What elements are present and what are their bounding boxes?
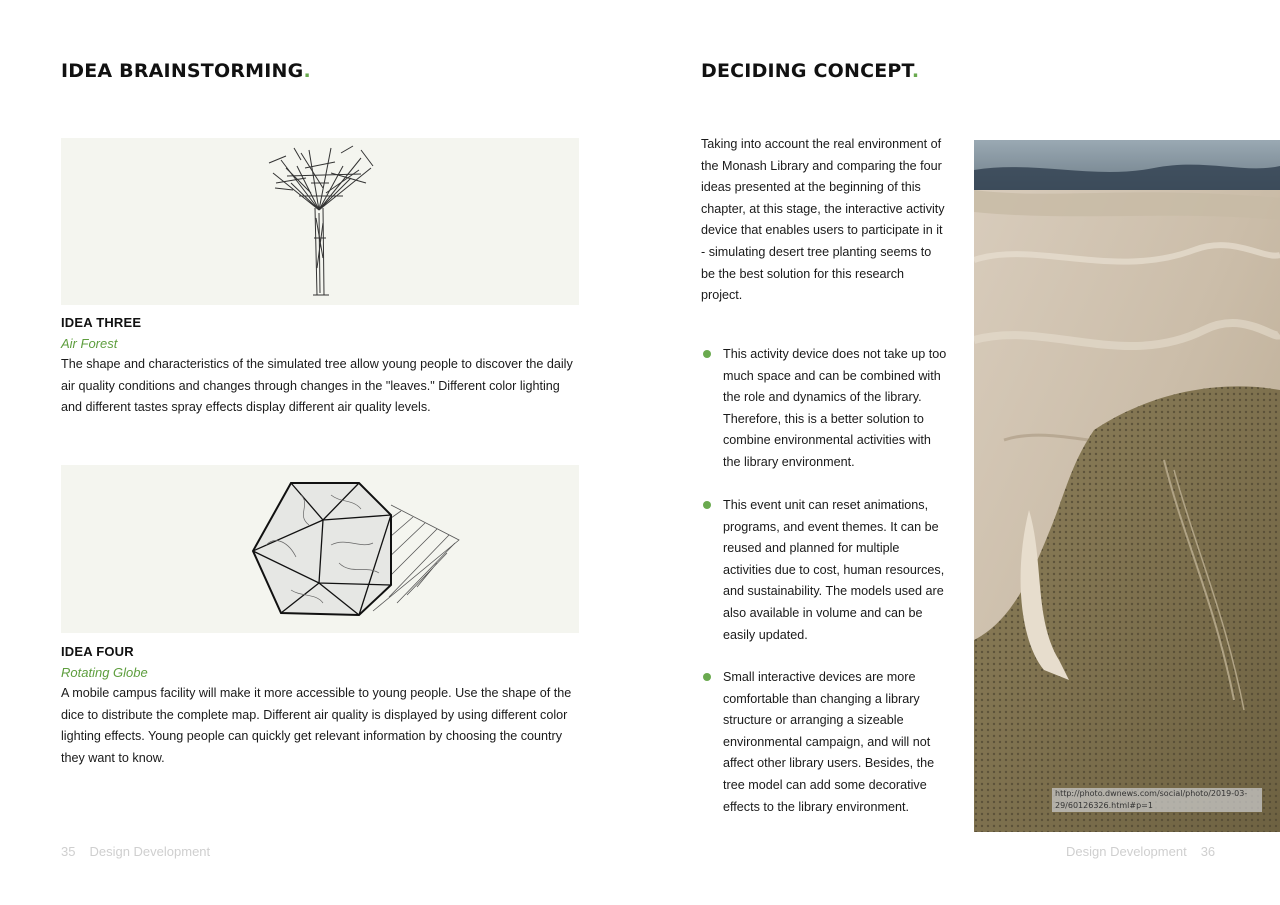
bullet-dot bbox=[703, 350, 711, 358]
desert-planting-photo bbox=[974, 140, 1280, 832]
left-page-number: 35 bbox=[61, 844, 76, 859]
tree-sketch-illustration bbox=[61, 138, 579, 305]
idea-four-description: A mobile campus facility will make it more accessible to young people. Use the shape of the dice to distribute the complete map. Different air quality is displayed by using different color lighting effects. Young people can quickly get relevant information by choosing the country they want to know. bbox=[61, 686, 572, 765]
bullet-dot bbox=[703, 501, 711, 509]
right-page-heading: DECIDING CONCEPT. bbox=[701, 60, 920, 82]
globe-sketch-panel bbox=[61, 465, 579, 633]
idea-three-title: IDEA THREE bbox=[61, 315, 142, 330]
left-page-heading: IDEA BRAINSTORMING. bbox=[61, 60, 311, 82]
idea-three-subtitle: Air Forest bbox=[61, 336, 118, 351]
tree-sketch-panel bbox=[61, 138, 579, 305]
photo-credit: http://photo.dwnews.com/social/photo/2019-03-29/60126326.html#p=1 bbox=[1052, 788, 1262, 812]
left-footer-section: Design Development bbox=[89, 844, 211, 859]
idea-four-subtitle: Rotating Globe bbox=[61, 665, 148, 680]
concept-intro: Taking into account the real environment of the Monash Library and comparing the four ideas presented at the beginning of this chapter, at this stage, the interactive activity device that enables users to participate in it - simulating desert tree planting seems to be the best solution for this research project. bbox=[701, 137, 945, 303]
bullet-item-3: Small interactive devices are more comfortable than changing a library structure or arranging a sizeable environmental campaign, and will not affect other library users. Besides, the tree model can add some decorative effects to the library environment. bbox=[723, 670, 935, 814]
idea-three-description: The shape and characteristics of the simulated tree allow young people to discover the daily air quality conditions and changes through changes in the "leaves." Different color lighting and different tastes spray effects display different air quality levels. bbox=[61, 357, 573, 415]
right-footer bbox=[1066, 844, 1229, 859]
bullet-item-2: This event unit can reset animations, programs, and event themes. It can be reused and planned for multiple activities due to cost, human resources, and sustainability. The models used are also available in volume and can be easily updated. bbox=[723, 498, 945, 642]
bullet-dot bbox=[703, 673, 711, 681]
idea-four-title: IDEA FOUR bbox=[61, 644, 134, 659]
left-footer bbox=[61, 844, 224, 859]
right-footer-section: Design Development bbox=[1066, 844, 1187, 859]
desert-photo-illustration bbox=[974, 140, 1280, 832]
right-page-number: 36 bbox=[1200, 844, 1216, 859]
bullet-item-1: This activity device does not take up too much space and can be combined with the role and dynamics of the library. Therefore, this is a better solution to combine environmental activities with the library environment. bbox=[723, 347, 947, 469]
globe-sketch-illustration bbox=[61, 465, 579, 633]
